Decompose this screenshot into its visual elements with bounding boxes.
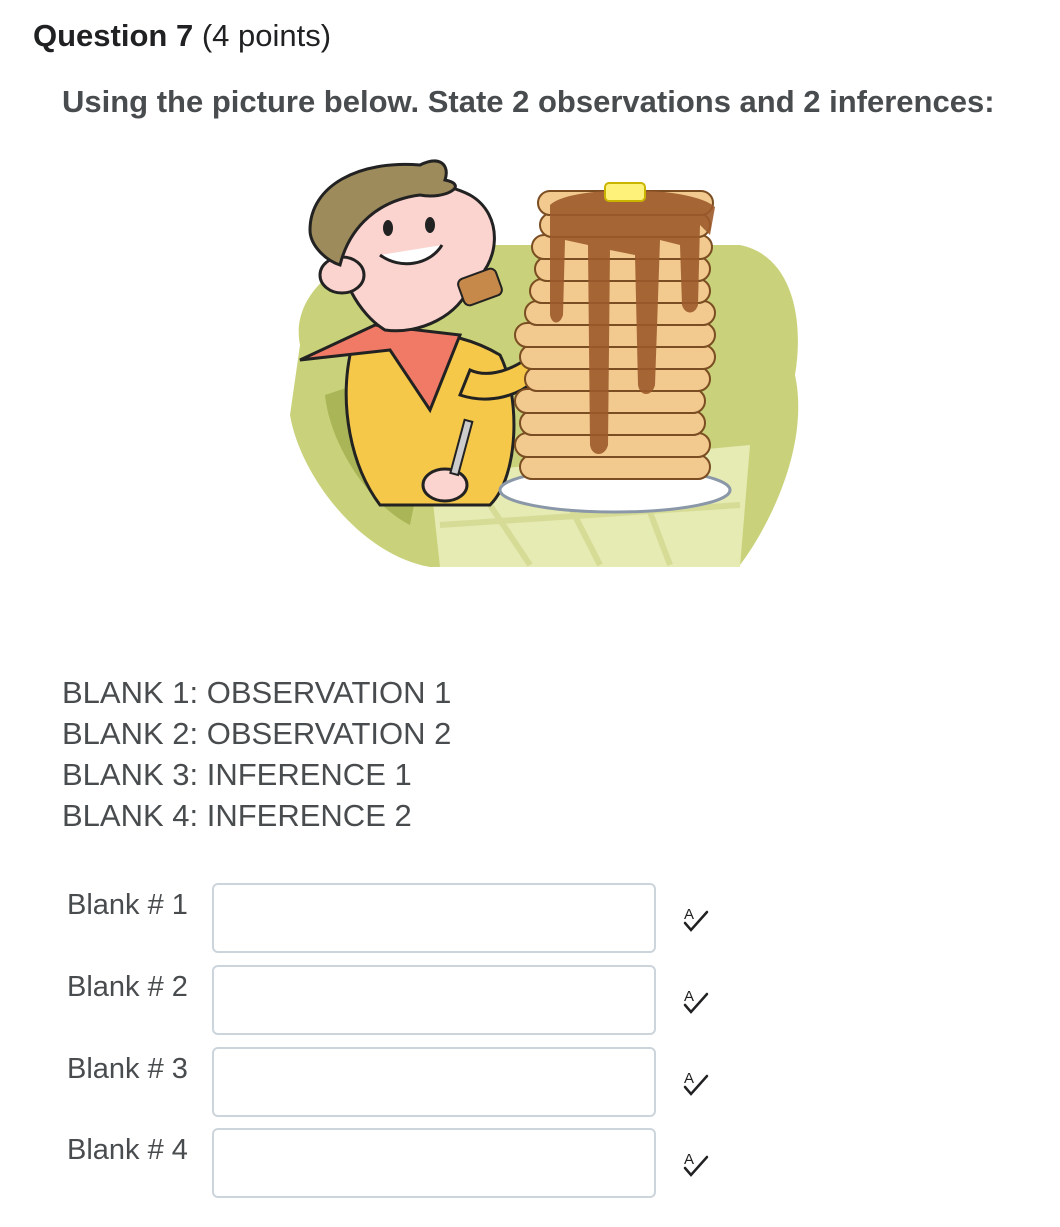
blank-instructions: [62, 672, 451, 836]
blank-label-1: Blank # 1: [67, 889, 188, 921]
blank-label-3: Blank # 3: [67, 1053, 188, 1085]
spellcheck-icon[interactable]: [680, 1148, 712, 1180]
spellcheck-icon[interactable]: [680, 1067, 712, 1099]
spellcheck-icon[interactable]: [680, 903, 712, 935]
blank-input-1[interactable]: [212, 883, 656, 953]
blank-row-1: [0, 883, 1060, 955]
instruction-line: BLANK 1: OBSERVATION 1: [62, 675, 452, 710]
svg-text:A: A: [684, 906, 695, 923]
svg-text:A: A: [684, 988, 695, 1005]
instruction-line: BLANK 3: INFERENCE 1: [62, 757, 412, 792]
question-points: (4 points): [201, 18, 332, 53]
blank-input-3[interactable]: [212, 1047, 656, 1117]
blank-input-2[interactable]: [212, 965, 656, 1035]
spellcheck-icon[interactable]: [680, 985, 712, 1017]
question-header: [33, 18, 331, 54]
blank-label-2: Blank # 2: [67, 971, 188, 1003]
blank-label-4: Blank # 4: [67, 1134, 188, 1166]
blank-row-3: [0, 1047, 1060, 1119]
question-prompt: Using the picture below. State 2 observations and 2 inferences:: [62, 84, 995, 119]
instruction-line: BLANK 4: INFERENCE 2: [62, 798, 412, 833]
instruction-line: BLANK 2: OBSERVATION 2: [62, 716, 452, 751]
pancake-boy-illustration: [270, 145, 810, 575]
svg-text:A: A: [684, 1070, 695, 1087]
blank-row-2: [0, 965, 1060, 1037]
blank-row-4: [0, 1128, 1060, 1200]
question-title: Question 7: [33, 18, 194, 53]
blank-input-4[interactable]: [212, 1128, 656, 1198]
svg-text:A: A: [684, 1151, 695, 1168]
